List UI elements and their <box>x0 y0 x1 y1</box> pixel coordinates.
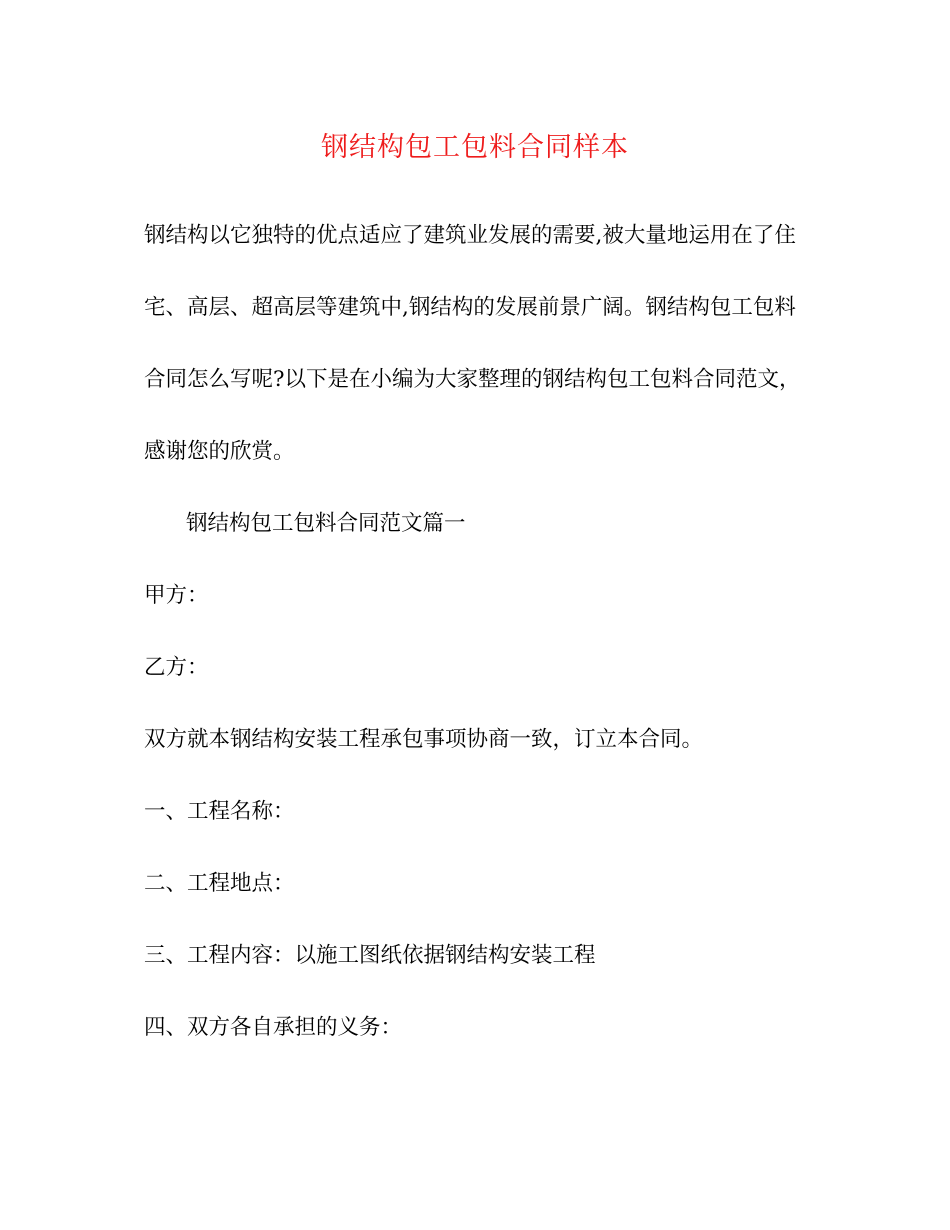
document-title: 钢结构包工包料合同样本 <box>321 132 629 163</box>
party-a-label: 甲方： <box>144 583 209 608</box>
clause-obligations: 四、双方各自承担的义务： <box>144 1015 403 1040</box>
agreement-statement: 双方就本钢结构安装工程承包事项协商一致，订立本合同。 <box>144 727 704 752</box>
intro-line-4: 感谢您的欣赏。 <box>144 439 295 464</box>
clause-project-location: 二、工程地点： <box>144 871 295 896</box>
section-heading: 钢结构包工包料合同范文篇一 <box>186 511 466 536</box>
intro-line-1: 钢结构以它独特的优点适应了建筑业发展的需要,被大量地运用在了住 <box>144 223 796 248</box>
clause-project-name: 一、工程名称： <box>144 799 295 824</box>
intro-line-2: 宅、高层、超高层等建筑中,钢结构的发展前景广阔。钢结构包工包料 <box>144 295 796 320</box>
party-b-label: 乙方： <box>144 655 209 680</box>
intro-line-3: 合同怎么写呢?以下是在小编为大家整理的钢结构包工包料合同范文， <box>144 367 801 392</box>
clause-project-content: 三、工程内容：以施工图纸依据钢结构安装工程 <box>144 943 596 968</box>
